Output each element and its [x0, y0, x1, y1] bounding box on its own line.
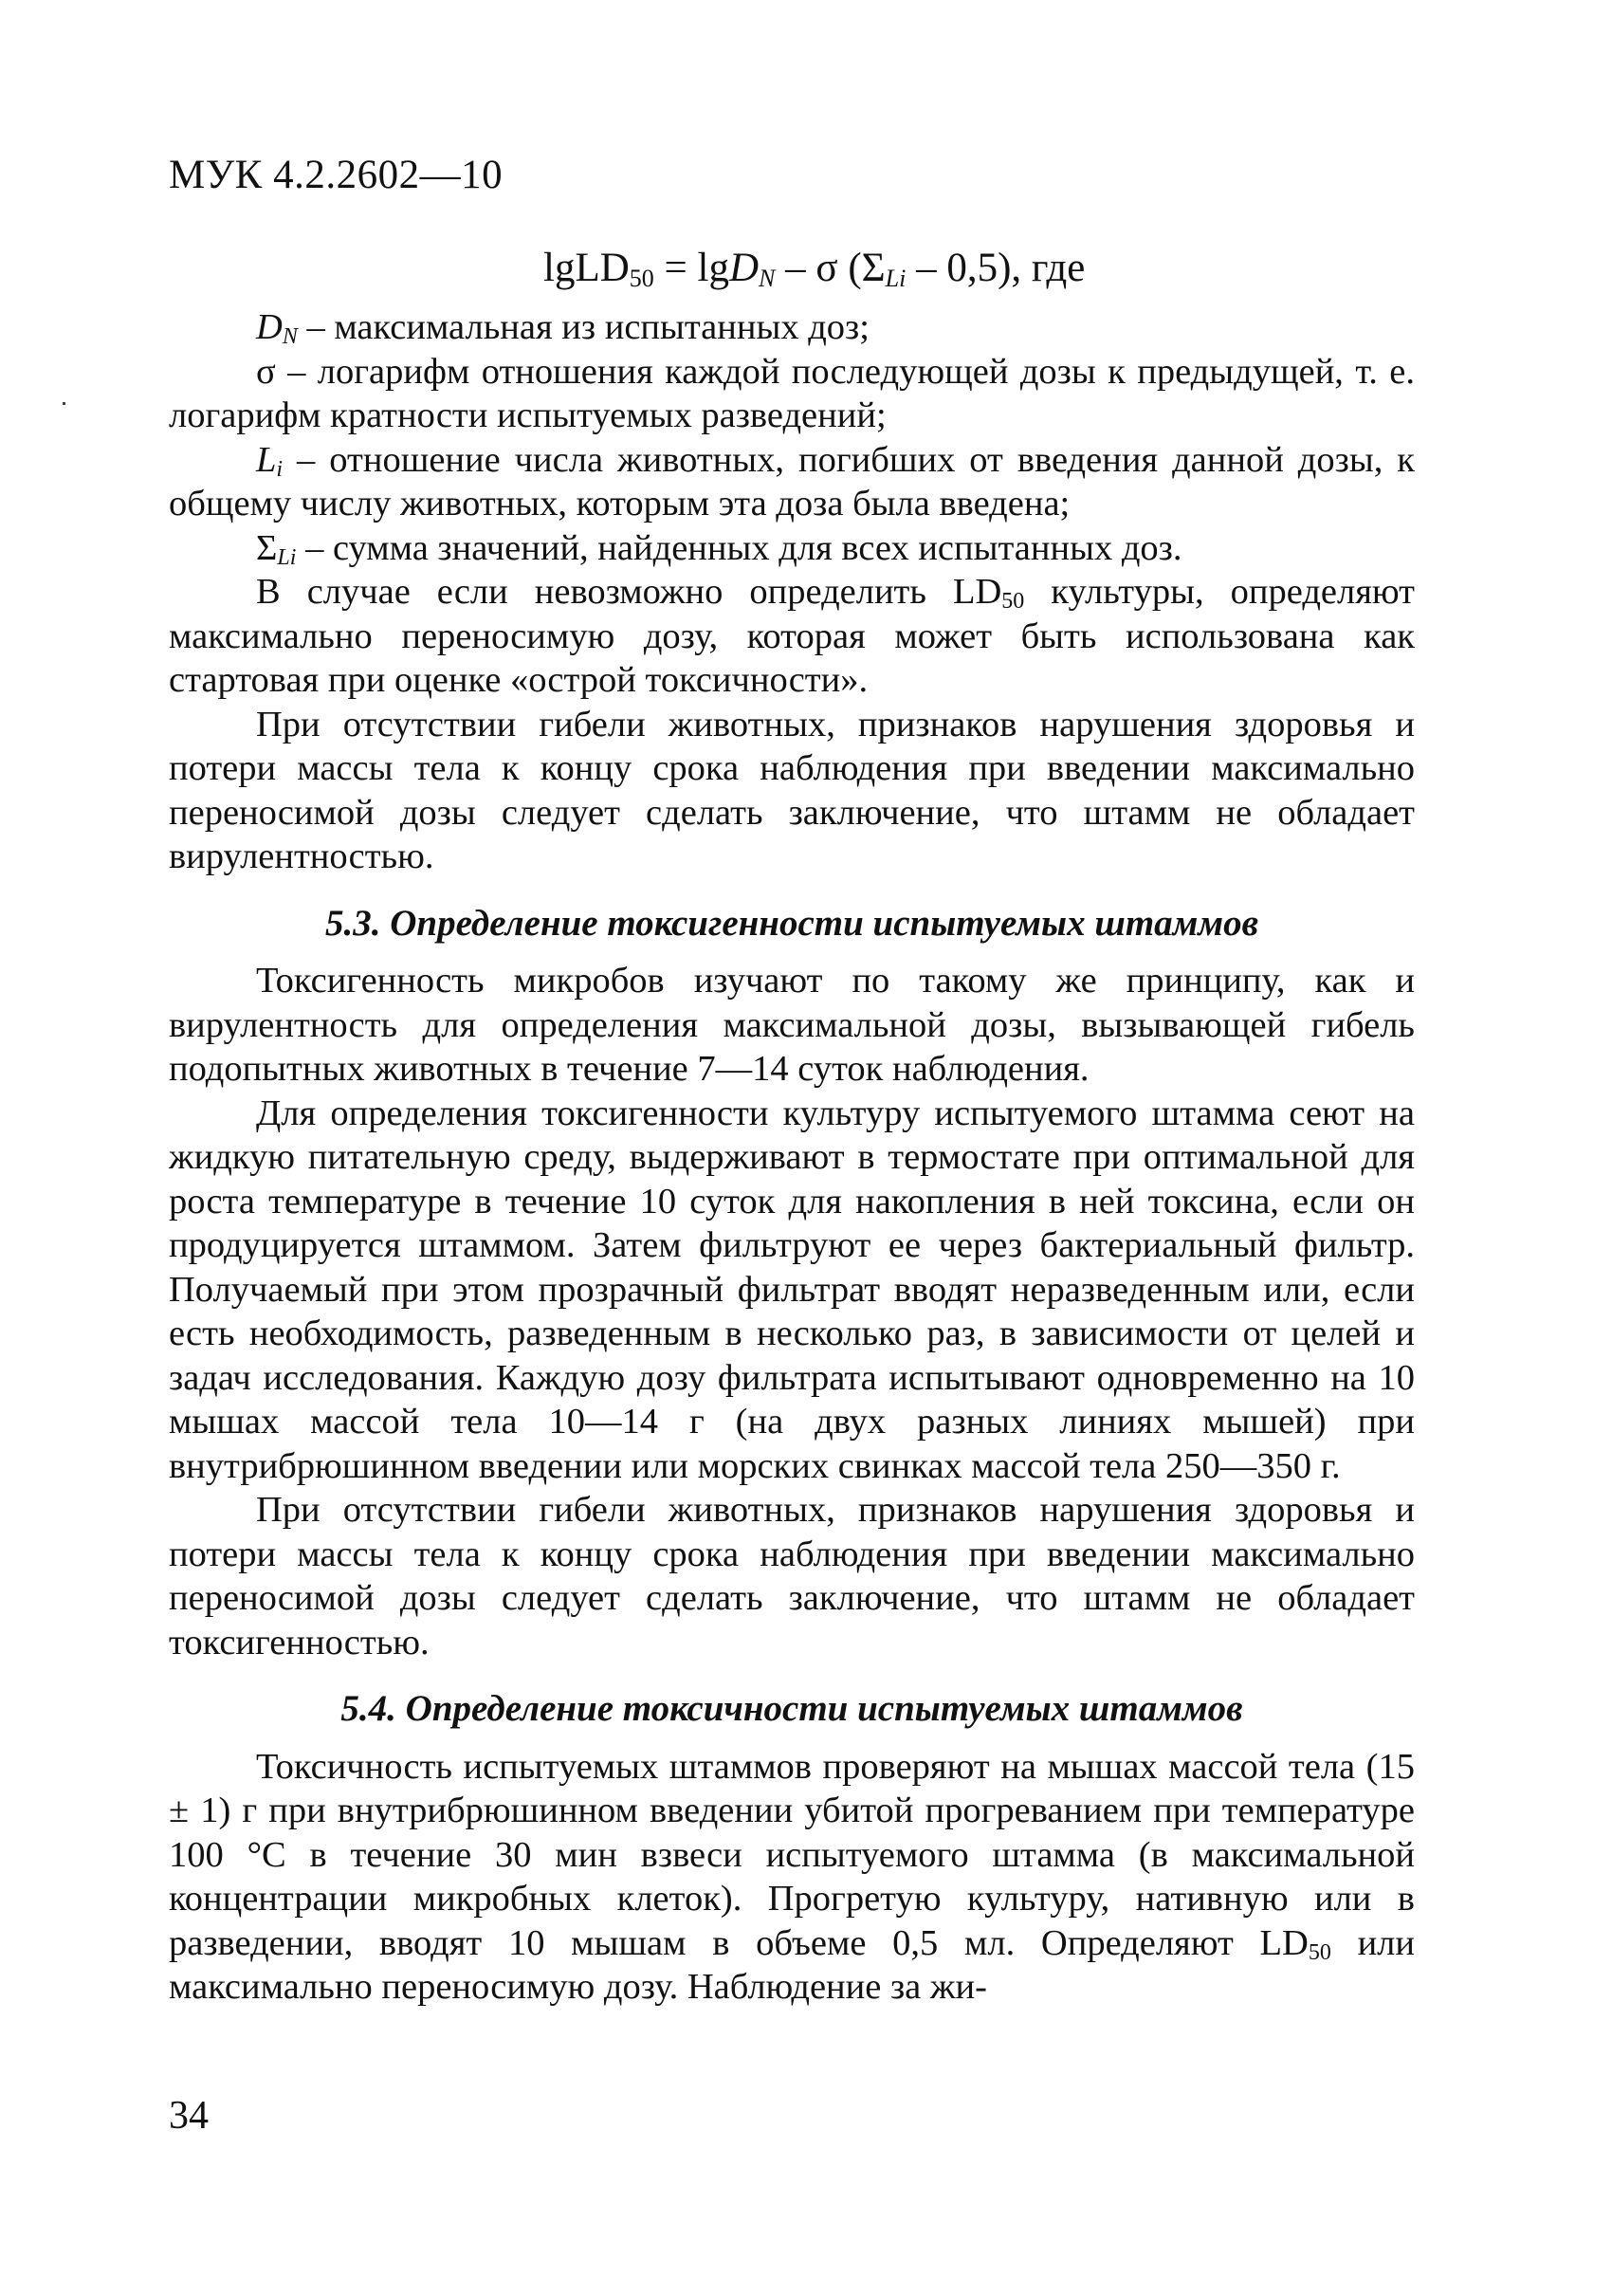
definition-sum-li: $\Sigma_{Li}$ – сумма значений, найденных для всех испытанных доз. — [256, 527, 1182, 570]
paragraph-toxicity-method: Токсичность испытуемых штаммов проверяют на мышах массой тела (15 ± 1) г при внутрибрюшинном введении убитой прогреванием при температуре 100 °С в течение 30 мин взвеси испытуемого штамма (в максимальной концентрации микробных клеток). Прогретую культуру, нативную или в разведении, вводят 10 мышам в объеме 0,5 мл. Определяют $LD_{50}$ или максимально переносимую дозу. Наблюдение за жи- — [169, 1746, 1415, 2007]
formula-lhs-sub: 50 — [629, 265, 654, 292]
formula-tail: – 0,5), где — [906, 246, 1086, 290]
paragraph-toxigenicity-method: Для определения токсигенности культуру испытуемого штамма сеют на жидкую питательную среду, выдерживают в термостате при оптимальной для роста температуре в течение 10 суток для накопления в ней токсина, если он продуцируется штаммом. Затем фильтруют ее через бактериальный фильтр. Получаемый при этом прозрачный фильтрат вводят неразведенным или, если есть необходимость, разведенным в несколько раз, в зависимости от целей и задач исследования. Каждую дозу фильтрата испытывают одновременно на 10 мышах массой тела 10—14 г (на двух разных линиях мышей) при внутрибрюшинном введении или морских свинках массой тела 250—350 г. — [169, 1093, 1415, 1486]
document-body — [169, 305, 1415, 2010]
ld50-formula — [543, 245, 1085, 291]
paragraph-ld50-undetermined: В случае если невозможно определить $LD_{50}$ культуры, определяют максимально переносимую дозу, которая может быть использована как стартовая при оценке «острой токсичности». — [169, 572, 1415, 700]
definition-sigma: σ – логарифм отношения каждой последующей дозы к предыдущей, т. е. логарифм кратности испытуемых разведений; — [169, 351, 1415, 435]
formula-dn-sub: N — [759, 265, 776, 292]
document-code-header: МУК 4.2.2602—10 — [169, 153, 504, 197]
paragraph-toxigenicity-principle: Токсигенность микробов изучают по такому же принципу, как и вирулентность для определения максимальной дозы, вызывающей гибель подопытных животных в течение 7—14 суток наблюдения. — [169, 961, 1415, 1089]
formula-minus-sigma: – σ (Σ — [775, 246, 886, 290]
paragraph-virulence-conclusion: При отсутствии гибели животных, признаков нарушения здоровья и потери массы тела к концу срока наблюдения при введении максимально переносимой дозы следует сделать заключение, что штамм не обладает вирулентностью. — [169, 704, 1415, 876]
formula-dn: D — [728, 246, 760, 290]
formula-eq: = lg — [653, 246, 729, 290]
paragraph-toxigenicity-conclusion: При отсутствии гибели животных, признаков нарушения здоровья и потери массы тела к концу срока наблюдения при введении максимально переносимой дозы следует сделать заключение, что штамм не обладает токсигенностью. — [169, 1490, 1415, 1662]
section-heading-5-3: 5.3. Определение токсигенности испытуемых штаммов — [324, 902, 1259, 944]
definition-li: $L_i$ – отношение числа животных, погибших от введения данной дозы, к общему числу животных, которым эта доза была введена; — [169, 439, 1415, 523]
page-number: 34 — [169, 2094, 209, 2138]
formula-li-sub: Li — [885, 265, 907, 292]
section-heading-5-4: 5.4. Определение токсичности испытуемых штаммов — [340, 1688, 1243, 1729]
scan-speck — [63, 402, 65, 405]
formula-lhs: lgLD — [543, 246, 630, 290]
definition-dn: $D_N$ – максимальная из испытанных доз; — [256, 307, 870, 349]
